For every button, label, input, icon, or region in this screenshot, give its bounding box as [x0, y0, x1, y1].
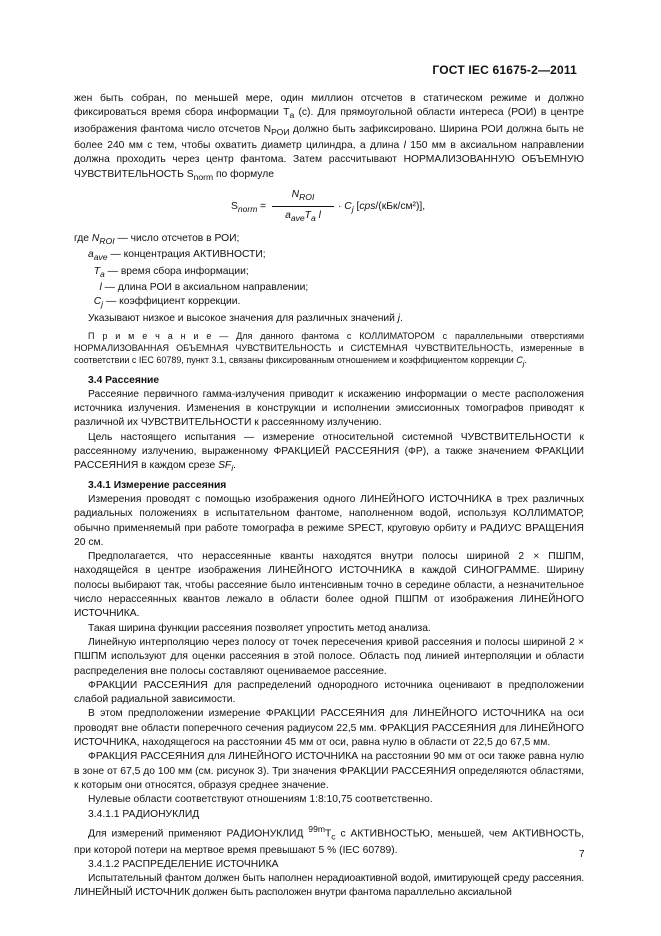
paragraph: Измерения проводят с помощью изображения одного ЛИНЕЙНОГО ИСТОЧНИКА в трех различных радиальных положениях в испытательном фантоме, наполненном водой, используя КОЛЛИМАТОР, обычно применяемый при работе томографа в режиме SPECT, круговую орбиту и РАДИУС ВРАЩЕНИЯ 20 см. — [74, 494, 584, 548]
document-header: ГОСТ IEC 61675-2—2011 — [432, 63, 577, 77]
document-body — [74, 92, 584, 901]
paragraph: Испытательный фантом должен быть наполнен нерадиоактивной водой, имитирующей среду рассеяния. ЛИНЕЙНЫЙ ИСТОЧНИК должен быть расположен внутри фантома параллельно аксиальной — [74, 873, 584, 899]
formula-normalized-volume-sensitivity — [74, 186, 584, 230]
section-heading-3-4: 3.4 Рассеяние — [88, 374, 160, 386]
paragraph-intro: жен быть собран, по меньшей мере, один миллион отсчетов в статическом режиме и должно фиксироваться время сбора информации $T_a$ (с). Для прямоугольной области интереса (РОИ) в центре изображения фантома число отсчетов $N_{РОИ}$ должно быть зафиксировано. Ширина РОИ должна быть не более 240 мм с тем, чтобы охватить диаметр цилиндра, а длина l 150 мм в аксиальном направлении должна проходить через центр фантома. Затем рассчитывают НОРМАЛИЗОВАННУЮ ОБЪЕМНУЮ ЧУВСТВИТЕЛЬНОСТЬ $S_{norm}$ по формуле — [74, 93, 584, 182]
subsection-heading-3-4-1-2: 3.4.1.2 РАСПРЕДЕЛЕНИЕ ИСТОЧНИКА — [88, 858, 279, 870]
page-number: 7 — [579, 849, 585, 860]
paragraph: ФРАКЦИИ РАССЕЯНИЯ для распределений однородного источника оценивают в предположении слабой радиальной зависимости. — [74, 679, 584, 706]
paragraph: Предполагается, что нерассеянные кванты находятся внутри полосы шириной 2 × ПШПМ, находящейся в центре изображения ЛИНЕЙНОГО ИСТОЧНИКА в каждой СИНОГРАММЕ. Ширину полосы выбирают так, чтобы рассеяние было интенсивным точно в середине области, а незначительное число нерассеянных квантов лежало в области более одной ПШПМ от изображения ЛИНЕЙНОГО ИСТОЧНИКА. — [74, 551, 584, 620]
definition-item: $T_a$ — время сбора информации; — [93, 265, 249, 279]
definition-item: l — длина РОИ в аксиальном направлении; — [99, 281, 309, 293]
paragraph: Цель настоящего испытания — измерение относительной системной ЧУВСТВИТЕЛЬНОСТИ к рассеянному излучению, выраженному ФРАКЦИЕЙ РАССЕЯНИЯ (ФР), а также значением ФРАКЦИИ РАССЕЯНИЯ в каждом срезе $SF_i$. — [74, 431, 584, 474]
note: П р и м е ч а н и е — Для данного фантома с КОЛЛИМАТОРОМ с параллельными отверстиями НОРМАЛИЗОВАННАЯ ОБЪЕМНАЯ ЧУВСТВИТЕЛЬНОСТЬ и СИСТЕМНАЯ ЧУВСТВИТЕЛЬНОСТЬ, измеренные в соответствии с IEC 60789, пункт 3.1, связаны фиксированным отношением и коэффициентом коррекции $C_j$. — [74, 330, 584, 369]
definition-where: где $N_{ROI}$ — число отсчетов в РОИ; — [74, 232, 240, 246]
paragraph: Указывают низкое и высокое значения для различных значений j. — [88, 312, 403, 324]
subsection-heading-3-4-1-1: 3.4.1.1 РАДИОНУКЛИД — [88, 808, 200, 820]
paragraph: В этом предположении измерение ФРАКЦИИ РАССЕЯНИЯ для ЛИНЕЙНОГО ИСТОЧНИКА на оси проводят вне области поперечного сечения радиусом 22,5 мм. ФРАКЦИЯ РАССЕЯНИЯ для ЛИНЕЙНОГО ИСТОЧНИКА, находящегося на расстоянии 45 мм от оси, равна нулю в области от 22,5 до 67,5 мм. — [74, 708, 584, 749]
paragraph: Такая ширина функции рассеяния позволяет упростить метод анализа. — [88, 622, 431, 634]
section-heading-3-4-1: 3.4.1 Измерение рассеяния — [88, 479, 227, 491]
definition-item: $a_{ave}$ — концентрация АКТИВНОСТИ; — [88, 249, 266, 263]
paragraph: Рассеяние первичного гамма-излучения приводит к искажению информации о месте расположения источника излучения. Изменения в конструкции и исполнении эмиссионных томографов приводят к различной их ЧУВСТВИТЕЛЬНОСТИ к рассеянному излучению. — [74, 388, 584, 429]
formula-equals: = — [260, 200, 267, 212]
formula-fraction — [272, 188, 334, 226]
paragraph: Нулевые области соответствуют отношениям 1:8:10,75 соответственно. — [88, 794, 433, 806]
formula-rest: · $C_j$ [cps/(кБк/см²)], — [338, 200, 426, 214]
paragraph: ФРАКЦИЯ РАССЕЯНИЯ для ЛИНЕЙНОГО ИСТОЧНИКА на расстоянии 90 мм от оси также равна нулю в зоне от 67,5 до 100 мм (см. рисунок 3). Три значения ФРАКЦИИ РАССЕЯНИЯ определяются областями, к которым они относятся, образуя среднее значение. — [74, 751, 584, 791]
formula-denominator: $a_{ave}T_a$ l — [285, 210, 321, 224]
paragraph: Линейную интерполяцию через полосу от точек пересечения кривой рассеяния и полосы шириной 2 × ПШПМ используют для оценки рассеяния в этой полосе. Область под линией интерполяции и области распределения вне полосы составляют оцениваемое рассеяние. — [74, 636, 584, 677]
formula-lhs: $S_{norm}$ — [231, 200, 258, 214]
definition-item: $C_j$ — коэффициент коррекции. — [93, 296, 241, 310]
paragraph: Для измерений применяют РАДИОНУКЛИД $^{99m}T_c$ с АКТИВНОСТЬЮ, меньшей, чем АКТИВНОСТЬ, при которой потери на мертвое время превышают 5 % (IEC 60789). — [74, 823, 584, 856]
formula-numerator: $N_{ROI}$ — [291, 188, 315, 202]
